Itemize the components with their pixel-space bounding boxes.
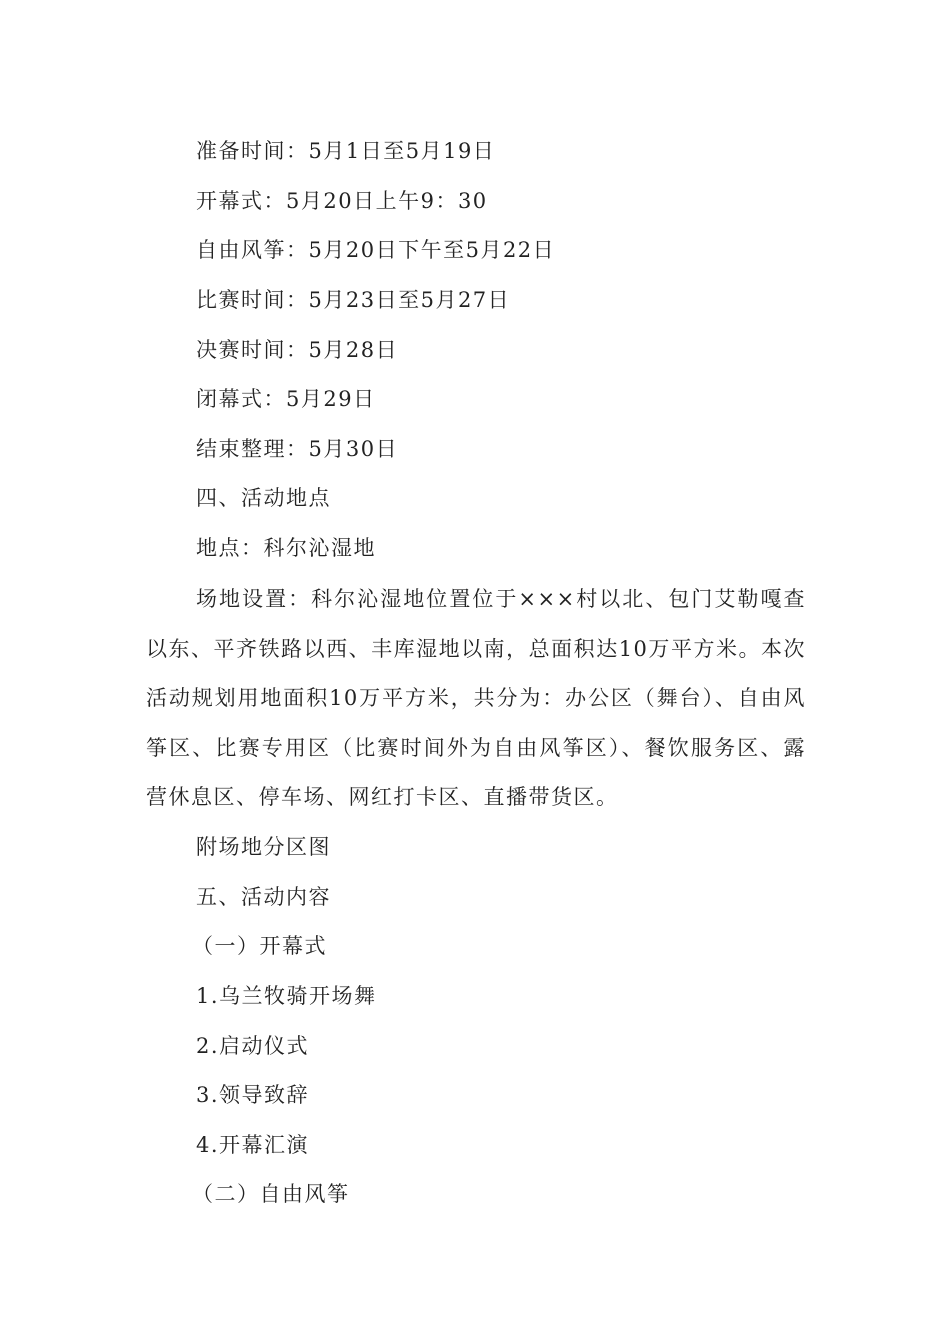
section-heading-location: 四、活动地点 <box>196 486 331 510</box>
subsection-heading-free-kite: （二）自由风筝 <box>192 1182 350 1206</box>
schedule-free-kite: 自由风筝：5月20日下午至5月22日 <box>196 238 556 262</box>
schedule-final: 决赛时间：5月28日 <box>196 338 399 362</box>
list-item: 4.开幕汇演 <box>196 1133 310 1157</box>
schedule-prep-time: 准备时间：5月1日至5月19日 <box>196 139 496 163</box>
schedule-closing: 闭幕式：5月29日 <box>196 387 376 411</box>
list-item: 1.乌兰牧骑开场舞 <box>196 984 377 1008</box>
schedule-cleanup: 结束整理：5月30日 <box>196 437 399 461</box>
section-heading-content: 五、活动内容 <box>196 885 331 909</box>
venue-paragraph: 场地设置：科尔沁湿地位置位于×××村以北、包门艾勒嘎查以东、平齐铁路以西、丰库湿地以南，总面积达10万平方米。本次活动规划用地面积10万平方米，共分为：办公区（舞台）、自由风筝区、比赛专用区（比赛时间外为自由风筝区）、餐饮服务区、露营休息区、停车场、网红打卡区、直播带货区。 <box>146 587 806 809</box>
list-item: 3.领导致辞 <box>196 1083 310 1107</box>
schedule-opening: 开幕式：5月20日上午9：30 <box>196 189 488 213</box>
location-text: 地点：科尔沁湿地 <box>196 536 376 560</box>
map-note: 附场地分区图 <box>196 835 331 859</box>
schedule-competition: 比赛时间：5月23日至5月27日 <box>196 288 511 312</box>
subsection-heading-opening: （一）开幕式 <box>192 934 327 958</box>
list-item: 2.启动仪式 <box>196 1034 310 1058</box>
